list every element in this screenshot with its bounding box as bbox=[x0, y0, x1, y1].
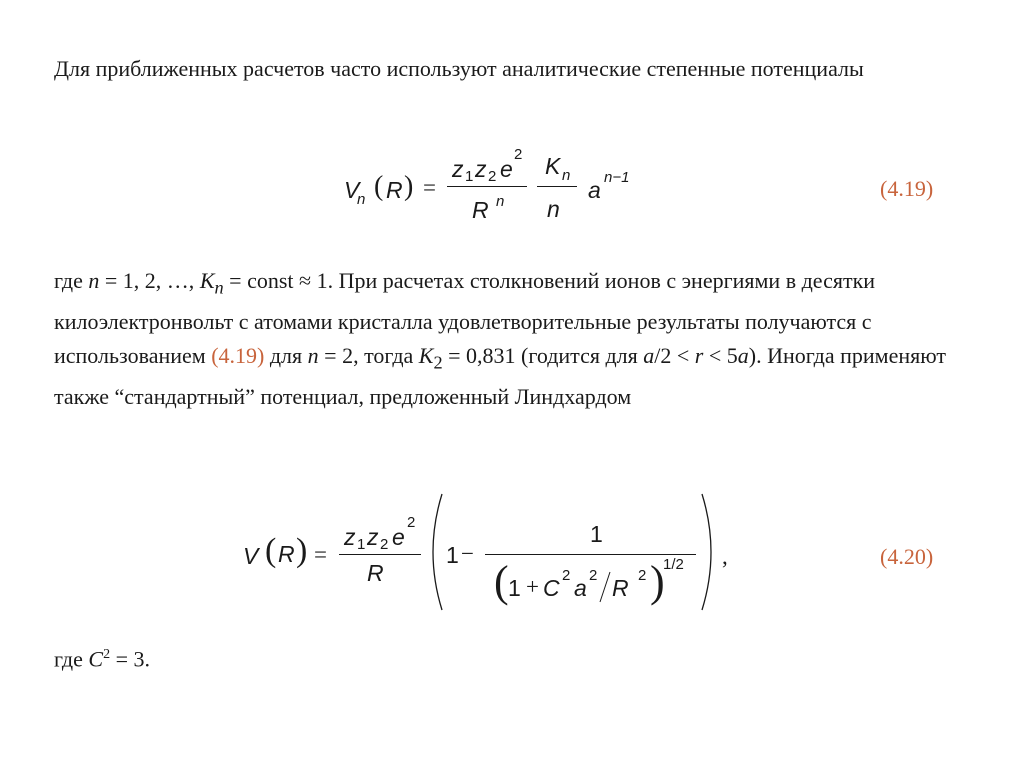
eq420-numerator: 1 bbox=[590, 521, 603, 547]
p2-n2: n bbox=[307, 343, 319, 369]
eq420-R2: R bbox=[612, 575, 629, 601]
eq419-den-R: R bbox=[472, 197, 489, 223]
p2-text-9: ). Иногда применяют также “стандартный” потенциал, предложенный Линдхардом bbox=[54, 343, 947, 410]
intro-text: Для приближенных расчетов часто используют аналитические степенные потенциалы bbox=[54, 56, 864, 81]
eq419-e-sup: 2 bbox=[514, 146, 523, 163]
eq419-a: a bbox=[588, 177, 601, 203]
closing-C-sup: 2 bbox=[103, 647, 111, 662]
eq419-rparen: ) bbox=[404, 171, 414, 202]
eq420-equals: = bbox=[314, 542, 327, 567]
eq420-e-sup: 2 bbox=[407, 514, 416, 531]
eq420-inner-rparen: ) bbox=[650, 557, 665, 606]
p2-text-4: для bbox=[264, 343, 308, 369]
p2-text-6: = 0,831 (годится для bbox=[442, 343, 644, 369]
eq420-C-sup: 2 bbox=[562, 567, 571, 584]
p2-r: r bbox=[694, 343, 704, 369]
eq420-minus: − bbox=[461, 541, 474, 566]
eq420-z2-sub: 2 bbox=[380, 536, 389, 553]
p2-text-3: = const ≈ 1. При расчетах столкновений ионов с энергиями в десятки килоэлектронвольт с атомами кристалла удовлетворительные результаты получаются с использованием bbox=[54, 268, 876, 369]
eq419-a-exp: n−1 bbox=[604, 169, 630, 186]
eq420-half-exp: 1/2 bbox=[663, 556, 684, 573]
p2-text-8: < 5 bbox=[703, 343, 738, 369]
closing-C: C bbox=[88, 646, 104, 672]
closing-paragraph bbox=[54, 638, 1004, 677]
eq419-z2-sub: 2 bbox=[488, 168, 497, 185]
eq419-den-R-exp: n bbox=[496, 193, 505, 210]
eq420-V: V bbox=[243, 543, 259, 569]
eq420-fraction-bar-1 bbox=[339, 554, 421, 555]
eq419-V-sub: n bbox=[357, 191, 366, 208]
eq420-fraction-bar-2 bbox=[485, 554, 696, 555]
eq419-e: e bbox=[500, 156, 513, 182]
p2-K-sub: n bbox=[214, 277, 224, 298]
eq420-lparen: ( bbox=[265, 532, 277, 569]
eq419-z1-sub: 1 bbox=[465, 168, 474, 185]
p2-K2-sub: 2 bbox=[433, 352, 443, 373]
eq419-den-n: n bbox=[547, 196, 560, 222]
eq420-e: e bbox=[392, 524, 405, 550]
p2-text-1: где bbox=[54, 268, 89, 293]
eq419-V: V bbox=[344, 177, 360, 203]
eq420-C: C bbox=[543, 575, 560, 601]
eq420-R: R bbox=[278, 541, 295, 567]
eq419-z1: z bbox=[452, 156, 464, 182]
eq419-z2: z bbox=[475, 156, 487, 182]
p2-text-7: /2 < bbox=[654, 343, 695, 369]
p2-n: n bbox=[88, 268, 100, 293]
eq419-number: (4.19) bbox=[880, 176, 934, 201]
eq420-den-R: R bbox=[367, 560, 384, 586]
eq420-comma: , bbox=[722, 544, 728, 569]
eq420-number: (4.20) bbox=[880, 544, 934, 569]
eq420-a: a bbox=[574, 575, 587, 601]
eq420-inner-one: 1 bbox=[508, 575, 521, 601]
p2-K: K bbox=[199, 268, 215, 293]
eq420-plus: + bbox=[526, 574, 539, 599]
eq420-z2: z bbox=[367, 524, 379, 550]
eq420-z1-sub: 1 bbox=[357, 536, 366, 553]
eq419-lparen: ( bbox=[374, 171, 384, 202]
eq420-z1: z bbox=[344, 524, 356, 550]
eq420-big-lparen bbox=[433, 494, 442, 610]
p2-K2: K bbox=[418, 343, 434, 369]
p2-eq-ref: (4.19) bbox=[211, 343, 265, 369]
eq420-big-rparen bbox=[702, 494, 711, 610]
eq420-rparen: ) bbox=[296, 532, 308, 569]
eq419-K: K bbox=[545, 153, 561, 179]
eq420-a-sup: 2 bbox=[589, 567, 598, 584]
eq419-equals: = bbox=[423, 175, 436, 200]
eq420-slash bbox=[598, 570, 612, 604]
p2-a2: a bbox=[737, 343, 749, 369]
closing-text-1: где bbox=[54, 646, 89, 672]
eq419-R: R bbox=[386, 177, 403, 203]
eq420-one: 1 bbox=[446, 542, 459, 568]
closing-text-2: = 3. bbox=[110, 646, 150, 672]
p2-text-5: = 2, тогда bbox=[318, 343, 419, 369]
eq420-inner-lparen: ( bbox=[494, 557, 509, 606]
eq419-K-sub: n bbox=[562, 167, 571, 184]
eq420-R2-sup: 2 bbox=[638, 567, 647, 584]
p2-a1: a bbox=[643, 343, 655, 369]
p2-text-2: = 1, 2, …, bbox=[99, 268, 200, 293]
